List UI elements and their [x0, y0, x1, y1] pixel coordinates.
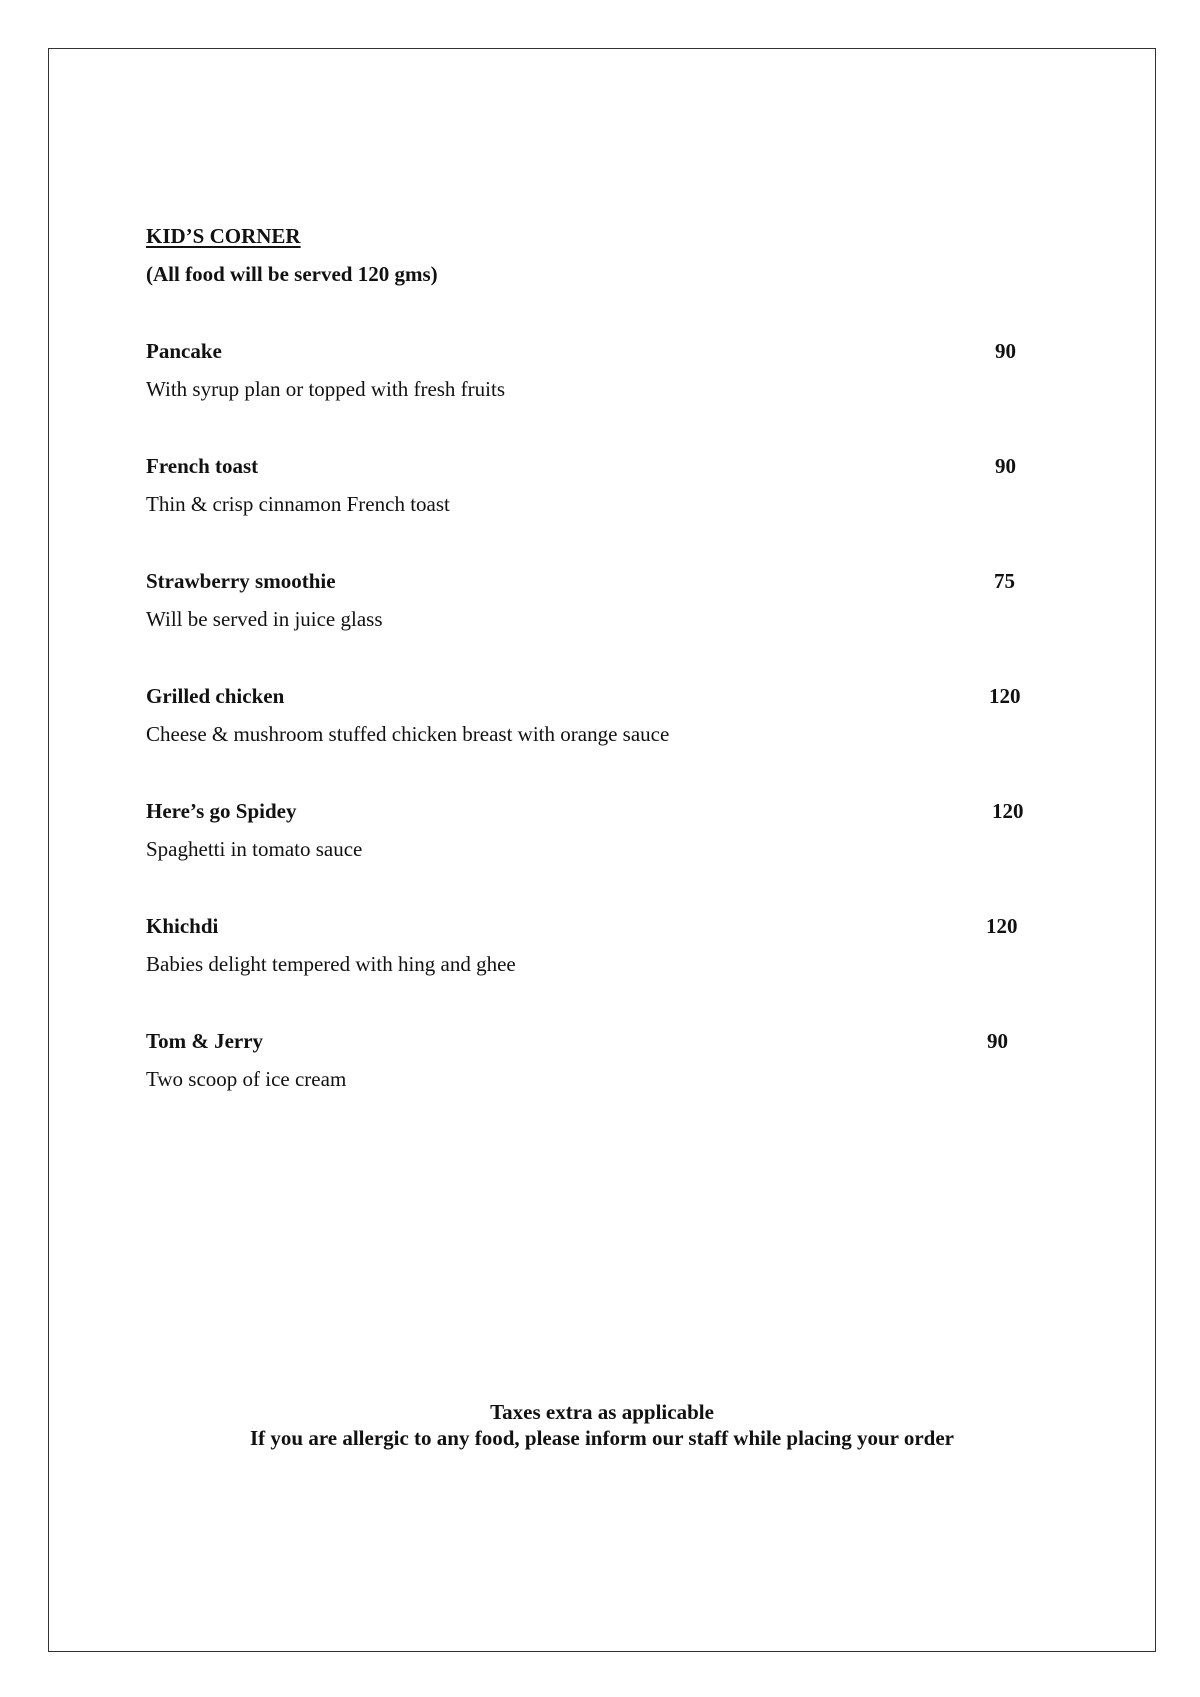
item-price: 90	[995, 339, 1016, 363]
menu-item-strawberry-smoothie	[146, 567, 1026, 682]
menu-subtitle: (All food will be served 120 gms)	[146, 262, 438, 286]
item-name: Grilled chicken	[146, 684, 285, 708]
item-description: Spaghetti in tomato sauce	[146, 837, 363, 861]
menu-item-list	[146, 337, 1026, 1142]
item-price: 90	[995, 454, 1016, 478]
footer-notice	[48, 1399, 1156, 1451]
item-name: Khichdi	[146, 914, 219, 938]
allergy-notice: If you are allergic to any food, please inform our staff while placing your order	[249, 1426, 955, 1450]
item-price: 75	[994, 569, 1015, 593]
menu-section	[146, 222, 1026, 1142]
menu-item-spidey	[146, 797, 1026, 912]
menu-item-grilled-chicken	[146, 682, 1026, 797]
menu-item-tom-and-jerry	[146, 1027, 1026, 1142]
item-description: Thin & crisp cinnamon French toast	[146, 492, 450, 516]
item-description: With syrup plan or topped with fresh fruits	[146, 377, 506, 401]
item-price: 90	[987, 1029, 1008, 1053]
item-description: Babies delight tempered with hing and ghee	[146, 952, 516, 976]
item-name: Strawberry smoothie	[146, 569, 336, 593]
menu-item-french-toast	[146, 452, 1026, 567]
menu-item-pancake	[146, 337, 1026, 452]
tax-notice: Taxes extra as applicable	[490, 1400, 714, 1424]
item-description: Cheese & mushroom stuffed chicken breast with orange sauce	[146, 722, 670, 746]
item-name: French toast	[146, 454, 259, 478]
item-name: Here’s go Spidey	[146, 799, 297, 823]
item-description: Two scoop of ice cream	[146, 1067, 347, 1091]
menu-title: KID’S CORNER	[146, 224, 301, 248]
item-price: 120	[992, 799, 1024, 823]
item-price: 120	[989, 684, 1021, 708]
menu-item-khichdi	[146, 912, 1026, 1027]
item-name: Pancake	[146, 339, 222, 363]
item-description: Will be served in juice glass	[146, 607, 383, 631]
item-name: Tom & Jerry	[146, 1029, 264, 1053]
item-price: 120	[986, 914, 1018, 938]
